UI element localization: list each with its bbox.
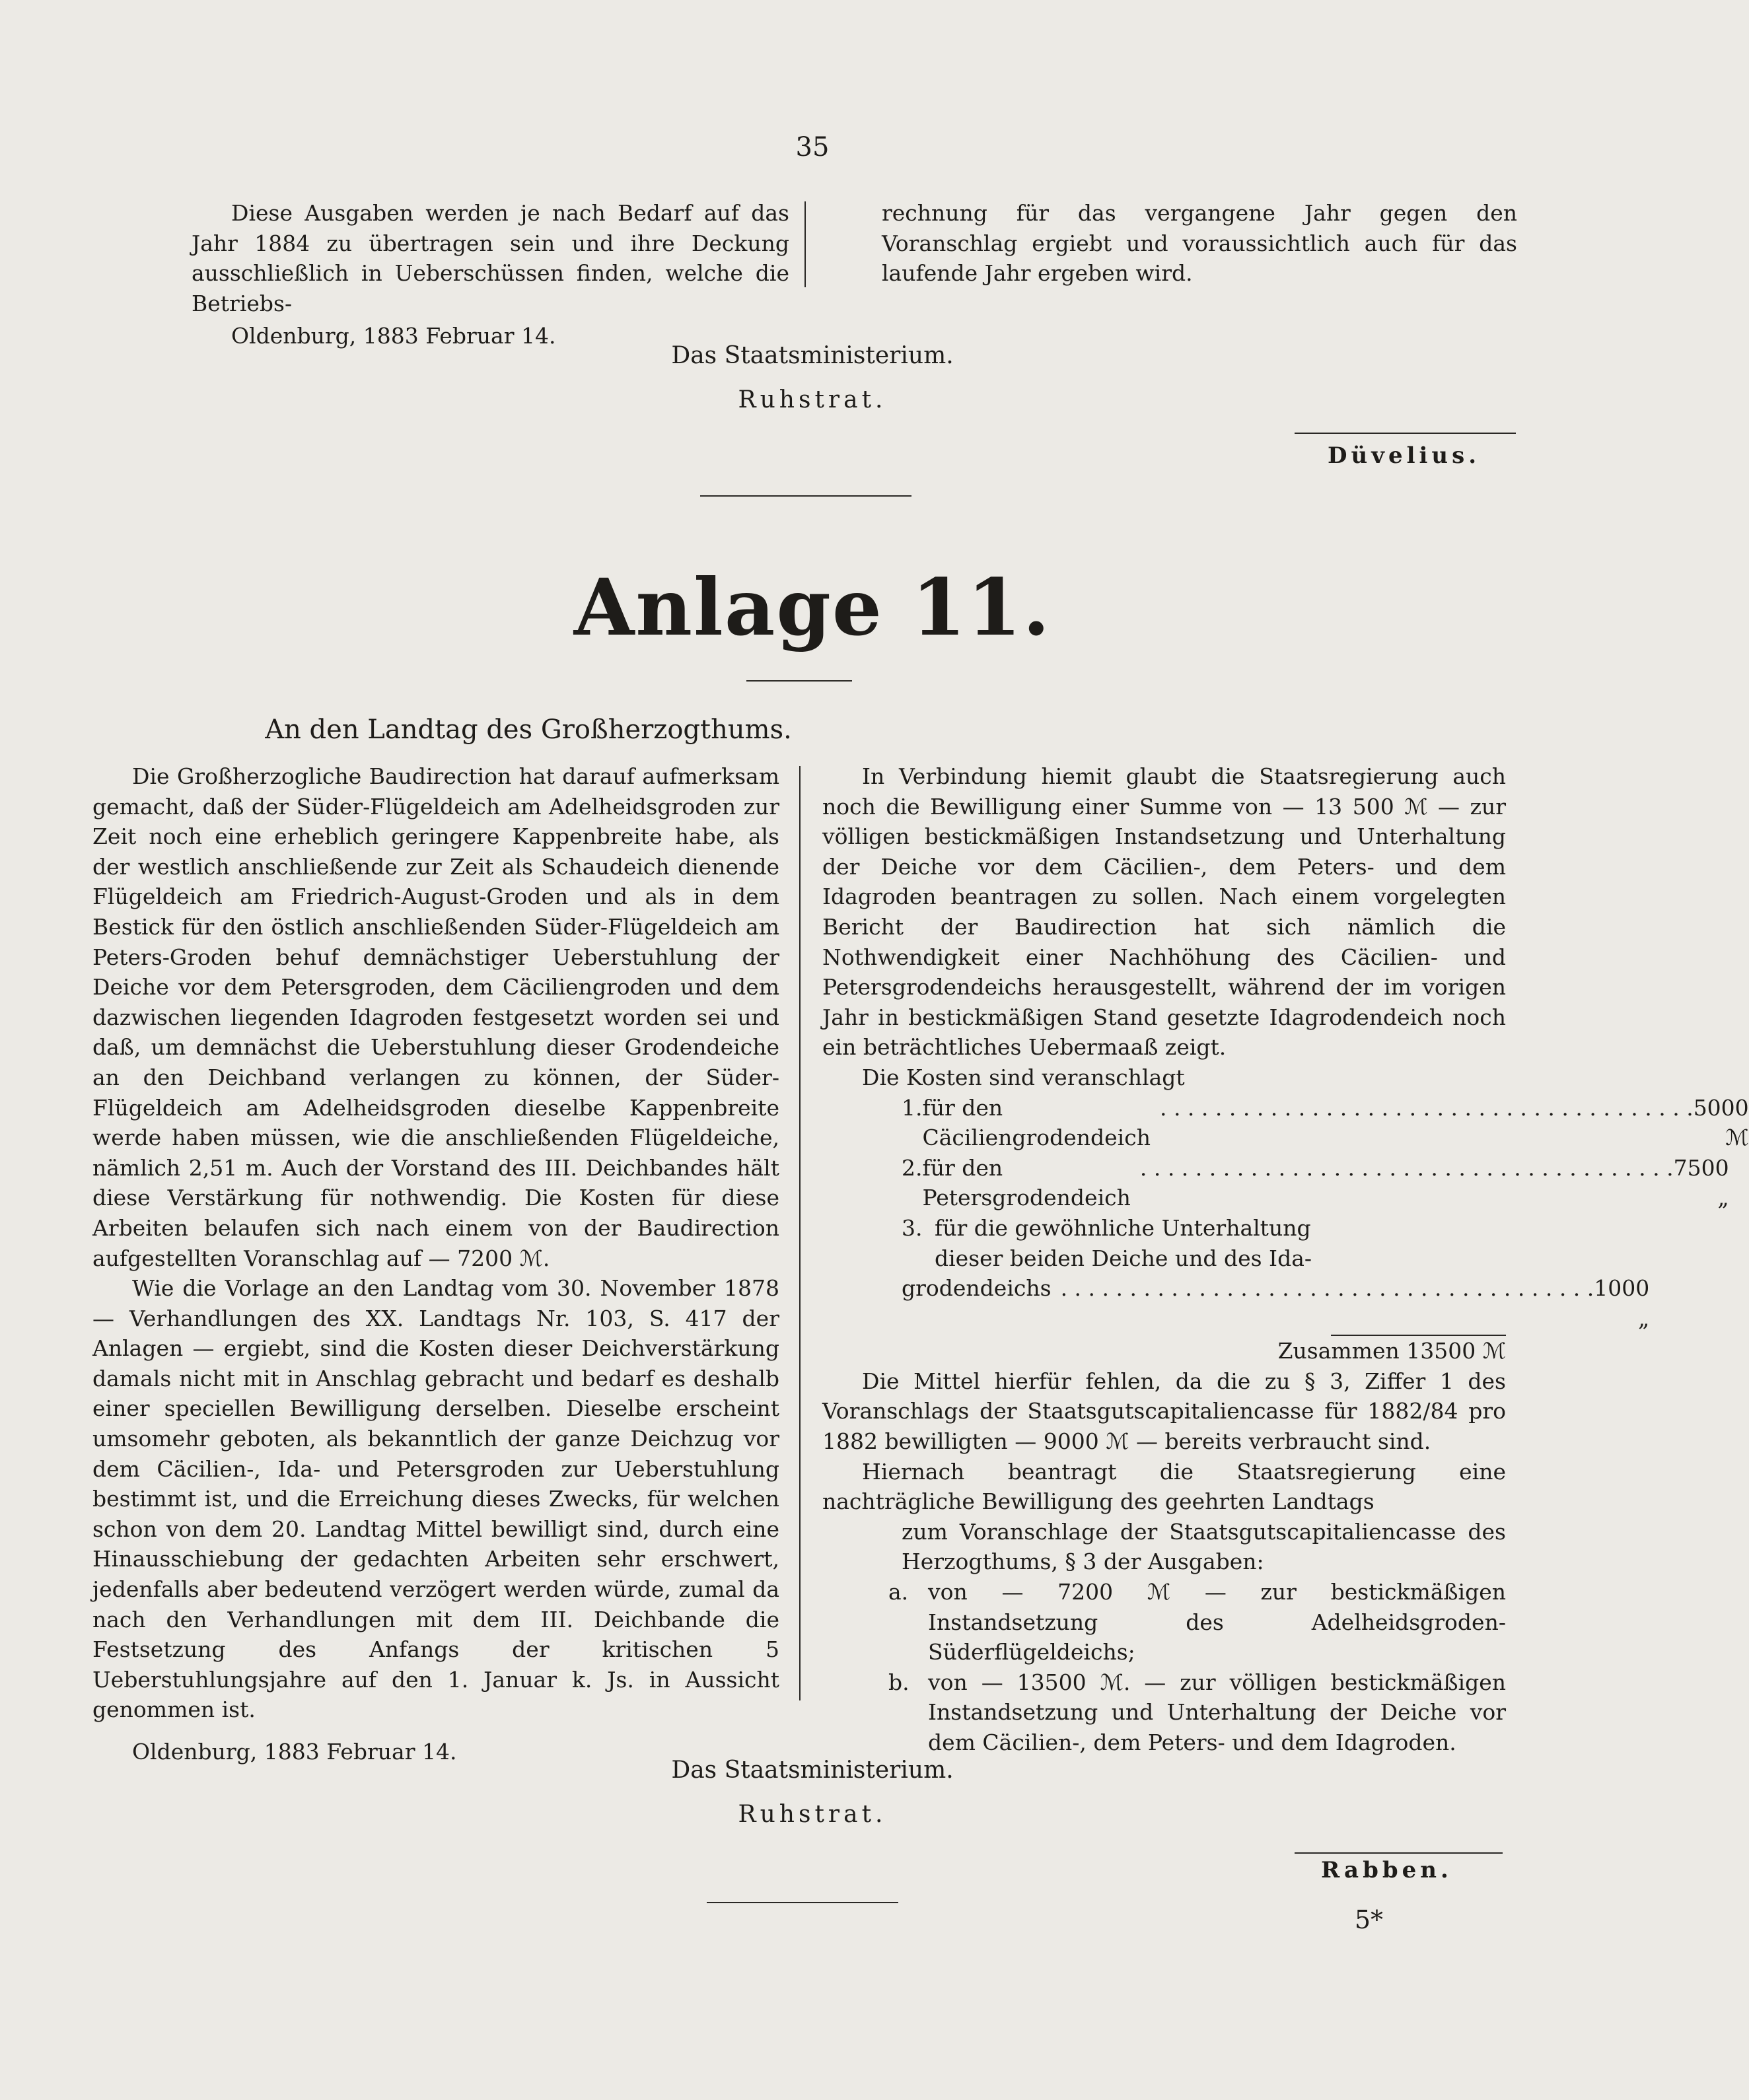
top-signer-rule <box>1295 433 1516 434</box>
left-paragraph-2: Wie die Vorlage an den Landtag vom 30. November 1878 — Verhandlungen des XX. Landtags Nr. 103, S. 417 der Anlagen — ergiebt, sind die Kosten dieser Deichverstärkung damals nicht mit in Anschlag gebracht und bedarf es deshalb einer speciellen Bewilligung derselben. Dieselbe erscheint umsomehr geboten, als bekanntlich der ganze Deichzug vor dem Cäcilien-, Ida- und Petersgroden zur Ueberstuhlung bestimmt ist, und die Erreichung dieses Zwecks, für welchen schon von dem 20. Landtag Mittel bewilligt sind, durch eine Hinausschiebung der gedachten Arbeiten sehr erschwert, jedenfalls aber bedeutend verzögert werden würde, zumal da nach den Verhandlungen mit dem III. Deichbande die Festsetzung des Anfangs der kritischen 5 Ueberstuhlungsjahre auf den 1. Januar k. Js. in Aussicht genommen ist. <box>92 1275 779 1723</box>
top-left-paragraph: Diese Ausgaben werden je nach Bedarf auf das Jahr 1884 zu übertragen sein und ihre Deckung ausschließlich in Ueberschüssen finden, welche die Betriebs- <box>192 200 789 316</box>
left-place-date: Oldenburg, 1883 Februar 14. <box>132 1739 457 1765</box>
right-column <box>822 761 1749 1758</box>
cost-item-2-amount: 7500 „ <box>1673 1154 1729 1211</box>
cost-item-1-dots: . . . . . . . . . . . . . . . . . . . . . . . . . . . . . . . . . . . . . . . <box>1159 1094 1694 1121</box>
cost-item-3-line-2: dieser beiden Deiche und des Ida- <box>935 1245 1312 1271</box>
cost-item-1-amount: 5000 ℳ <box>1693 1094 1749 1151</box>
right-paragraph-3: Hiernach beantragt die Staatsregierung eine nachträgliche Bewilligung des geehrten Landtags <box>822 1458 1506 1515</box>
cost-item-3-cont <box>902 1243 1506 1274</box>
left-paragraph-1: Die Großherzogliche Baudirection hat darauf aufmerksam gemacht, daß der Süder-Flügeldeich am Adelheidsgroden zur Zeit noch eine erheblich geringere Kappenbreite habe, als der westlich anschließende zur Zeit als Schaudeich dienende Flügeldeich am Friedrich-August-Groden und als in dem Bestick für den östlich anschließenden Süder-Flügeldeich am Peters-Groden behuf demnächstiger Ueberstuhlung der Deiche vor dem Petersgroden, dem Cäciliengroden und dem dazwischen liegenden Idagroden festgesetzt worden sei und daß, um demnächst die Ueberstuhlung dieser Grodendeiche an den Deichband verlangen zu können, der Süder-Flügeldeich am Adelheidsgroden dieselbe Kappenbreite werde haben müssen, wie die anschließenden Flügeldeiche, nämlich 2,51 m. Auch der Vorstand des III. Deichbandes hält diese Verstärkung für nothwendig. Die Kosten für diese Arbeiten belaufen sich nach einem von der Baudirection aufgestellten Voranschlag auf — 7200 ℳ. <box>92 763 779 1271</box>
cost-item-3-amount: 1000 „ <box>1594 1275 1650 1331</box>
request-item-a-label: a. <box>888 1579 909 1605</box>
cost-item-2-text: für den Petersgrodendeich <box>922 1154 1131 1211</box>
request-item-a <box>822 1577 1506 1667</box>
cost-item-3-dots: . . . . . . . . . . . . . . . . . . . . . . . . . . . . . . . . . . . . . . . <box>1060 1275 1594 1302</box>
cost-item-3-line-3: grodendeichs <box>902 1275 1052 1302</box>
top-section-divider <box>700 495 911 497</box>
top-right-column <box>882 198 1517 289</box>
bottom-signer-main: Ruhstrat. <box>738 1801 887 1828</box>
request-item-b-text: von — 13500 ℳ. — zur völligen bestickmäßigen Instandsetzung und Unterhaltung der Deiche vor dem Cäcilien-, dem Peters- und dem Idagroden. <box>928 1669 1506 1755</box>
cost-item-3 <box>902 1213 1506 1243</box>
left-column <box>92 761 779 1767</box>
top-signer-main: Ruhstrat. <box>738 386 887 413</box>
cost-list <box>822 1093 1749 1334</box>
request-item-a-text: von — 7200 ℳ — zur bestickmäßigen Instandsetzung des Adelheidsgroden-Süderflügeldeichs; <box>928 1579 1506 1665</box>
bottom-section-divider <box>707 1902 898 1903</box>
cost-item-1-num: 1. <box>902 1094 923 1121</box>
right-paragraph-4: zum Voranschlage der Staatsgutscapitaliencasse des Herzogthums, § 3 der Ausgaben: <box>902 1518 1506 1575</box>
cost-item-1 <box>902 1093 1749 1153</box>
main-column-divider <box>799 766 801 1700</box>
right-paragraph-1: In Verbindung hiemit glaubt die Staatsregierung auch noch die Bewilligung einer Summe von — 13 500 ℳ — zur völligen bestickmäßigen Instandsetzung und Unterhaltung der Deiche vor dem Cäcilien-, dem Peters- und dem Idagroden beantragen zu sollen. Nach einem vorgelegten Bericht der Baudirection hat sich nämlich die Nothwendigkeit einer Nachhöhung des Cäcilien- und Petersgrodendeichs herausgestellt, während der im vorigen Jahr in bestickmäßigen Stand gesetzte Idagrodendeich noch ein beträchtliches Uebermaaß zeigt. <box>822 763 1506 1061</box>
address-line: An den Landtag des Großherzogthums. <box>265 715 792 745</box>
top-place-date: Oldenburg, 1883 Februar 14. <box>231 323 556 349</box>
request-item-b-label: b. <box>888 1669 910 1695</box>
top-left-column <box>192 198 789 351</box>
bottom-ministry: Das Staatsministerium. <box>671 1757 954 1784</box>
cost-total: Zusammen 13500 ℳ <box>1277 1338 1506 1364</box>
cost-item-3-cont-2 <box>902 1273 1650 1333</box>
page-number: 35 <box>795 132 830 162</box>
cost-item-3-line-1: für die gewöhnliche Unterhaltung <box>935 1214 1311 1241</box>
top-column-divider <box>804 201 806 287</box>
bottom-signer-rule <box>1295 1852 1503 1854</box>
cost-item-2-dots: . . . . . . . . . . . . . . . . . . . . . . . . . . . . . . . . . . . . . . . <box>1139 1154 1674 1181</box>
heading-rule <box>746 680 852 682</box>
cost-item-3-num: 3. <box>902 1214 923 1241</box>
cost-item-1-text: für den Cäciliengrodendeich <box>922 1094 1151 1151</box>
costs-intro: Die Kosten sind veranschlagt <box>862 1064 1185 1090</box>
top-ministry: Das Staatsministerium. <box>671 342 954 369</box>
page-heading: Anlage 11. <box>573 561 1052 653</box>
bottom-signer-right: Rabben. <box>1321 1857 1452 1883</box>
request-item-b <box>822 1667 1506 1758</box>
footer-signature-mark: 5* <box>1354 1905 1383 1934</box>
top-signer-right: Düvelius. <box>1328 442 1481 469</box>
cost-item-2 <box>902 1153 1729 1213</box>
right-paragraph-2: Die Mittel hierfür fehlen, da die zu § 3, Ziffer 1 des Voranschlags der Staatsgutscapitaliencasse für 1882/84 pro 1882 bewilligten — 9000 ℳ — bereits verbraucht sind. <box>822 1368 1506 1455</box>
cost-item-2-num: 2. <box>902 1154 923 1181</box>
top-right-paragraph: rechnung für das vergangene Jahr gegen den Voranschlag ergiebt und voraussichtlich auch für das laufende Jahr ergeben wird. <box>882 200 1517 287</box>
